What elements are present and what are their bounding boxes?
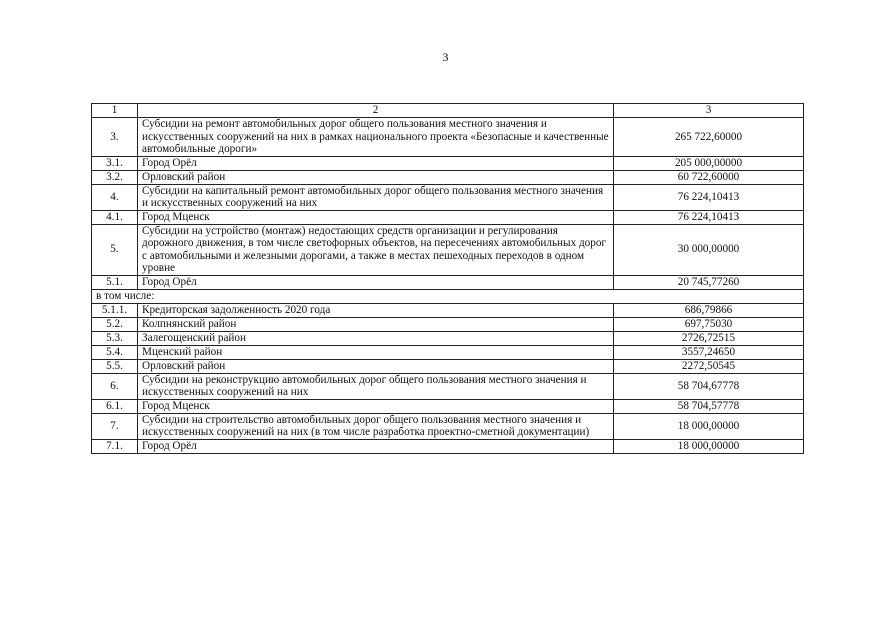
table-row <box>92 359 804 373</box>
table-row <box>92 275 804 289</box>
row-number: 7.1. <box>92 439 138 453</box>
row-amount: 76 224,10413 <box>614 184 804 210</box>
row-description: Колпнянский район <box>138 317 614 331</box>
row-number: 6.1. <box>92 399 138 413</box>
column-header: 2 <box>138 104 614 118</box>
table-row <box>92 156 804 170</box>
table-row <box>92 399 804 413</box>
row-amount: 18 000,00000 <box>614 439 804 453</box>
row-number: 7. <box>92 413 138 439</box>
table-row <box>92 373 804 399</box>
row-amount: 18 000,00000 <box>614 413 804 439</box>
row-description: Город Орёл <box>138 275 614 289</box>
row-amount: 686,79866 <box>614 303 804 317</box>
row-description: Субсидии на капитальный ремонт автомобильных дорог общего пользования местного значения и искусственных сооружений на них <box>138 184 614 210</box>
row-description: Субсидии на строительство автомобильных дорог общего пользования местного значения и искусственных сооружений на них (в том числе разработка проектно-сметной документации) <box>138 413 614 439</box>
row-amount: 3557,24650 <box>614 345 804 359</box>
row-amount: 58 704,67778 <box>614 373 804 399</box>
row-description: Город Орёл <box>138 439 614 453</box>
row-description: Орловский район <box>138 359 614 373</box>
row-amount: 205 000,00000 <box>614 156 804 170</box>
table-row <box>92 345 804 359</box>
row-description: Город Орёл <box>138 156 614 170</box>
row-number: 5.1.1. <box>92 303 138 317</box>
row-description: Субсидии на устройство (монтаж) недостающих средств организации и регулирования дорожного движения, в том числе светофорных объектов, на пересечениях автомобильных дорог с автомобильными и железными дорогами, а также в местах пешеходных переходов в одном уровне <box>138 224 614 275</box>
row-number: 5. <box>92 224 138 275</box>
row-description: Город Мценск <box>138 210 614 224</box>
table-row <box>92 413 804 439</box>
row-amount: 2726,72515 <box>614 331 804 345</box>
row-amount: 60 722,60000 <box>614 170 804 184</box>
row-description: Мценский район <box>138 345 614 359</box>
row-amount: 2272,50545 <box>614 359 804 373</box>
row-description: Субсидии на реконструкцию автомобильных дорог общего пользования местного значения и искусственных сооружений на них <box>138 373 614 399</box>
row-number: 4.1. <box>92 210 138 224</box>
row-amount: 30 000,00000 <box>614 224 804 275</box>
subsidy-table <box>91 103 804 454</box>
row-number: 5.5. <box>92 359 138 373</box>
table-row <box>92 210 804 224</box>
row-number: 3.1. <box>92 156 138 170</box>
row-number: 4. <box>92 184 138 210</box>
table-row <box>92 303 804 317</box>
table-row <box>92 118 804 157</box>
row-number: 5.2. <box>92 317 138 331</box>
table-row <box>92 184 804 210</box>
table-row <box>92 331 804 345</box>
row-description: Город Мценск <box>138 399 614 413</box>
row-amount: 697,75030 <box>614 317 804 331</box>
row-number: 5.3. <box>92 331 138 345</box>
row-number: 6. <box>92 373 138 399</box>
row-amount: 20 745,77260 <box>614 275 804 289</box>
row-description: Орловский район <box>138 170 614 184</box>
row-description: Кредиторская задолженность 2020 года <box>138 303 614 317</box>
row-amount: 76 224,10413 <box>614 210 804 224</box>
table-row <box>92 439 804 453</box>
row-description: Залегощенский район <box>138 331 614 345</box>
subheading-text: в том числе: <box>92 289 804 303</box>
row-number: 5.1. <box>92 275 138 289</box>
row-description: Субсидии на ремонт автомобильных дорог общего пользования местного значения и искусственных сооружений на них в рамках национального проекта «Безопасные и качественные автомобильные дороги» <box>138 118 614 157</box>
row-number: 5.4. <box>92 345 138 359</box>
row-number: 3. <box>92 118 138 157</box>
page-number: 3 <box>442 50 449 64</box>
table-header-row <box>92 104 804 118</box>
column-header: 3 <box>614 104 804 118</box>
table-row <box>92 317 804 331</box>
row-amount: 58 704,57778 <box>614 399 804 413</box>
row-number: 3.2. <box>92 170 138 184</box>
table-row <box>92 170 804 184</box>
row-amount: 265 722,60000 <box>614 118 804 157</box>
table-row <box>92 224 804 275</box>
table-row-subheading <box>92 289 804 303</box>
column-header: 1 <box>92 104 138 118</box>
